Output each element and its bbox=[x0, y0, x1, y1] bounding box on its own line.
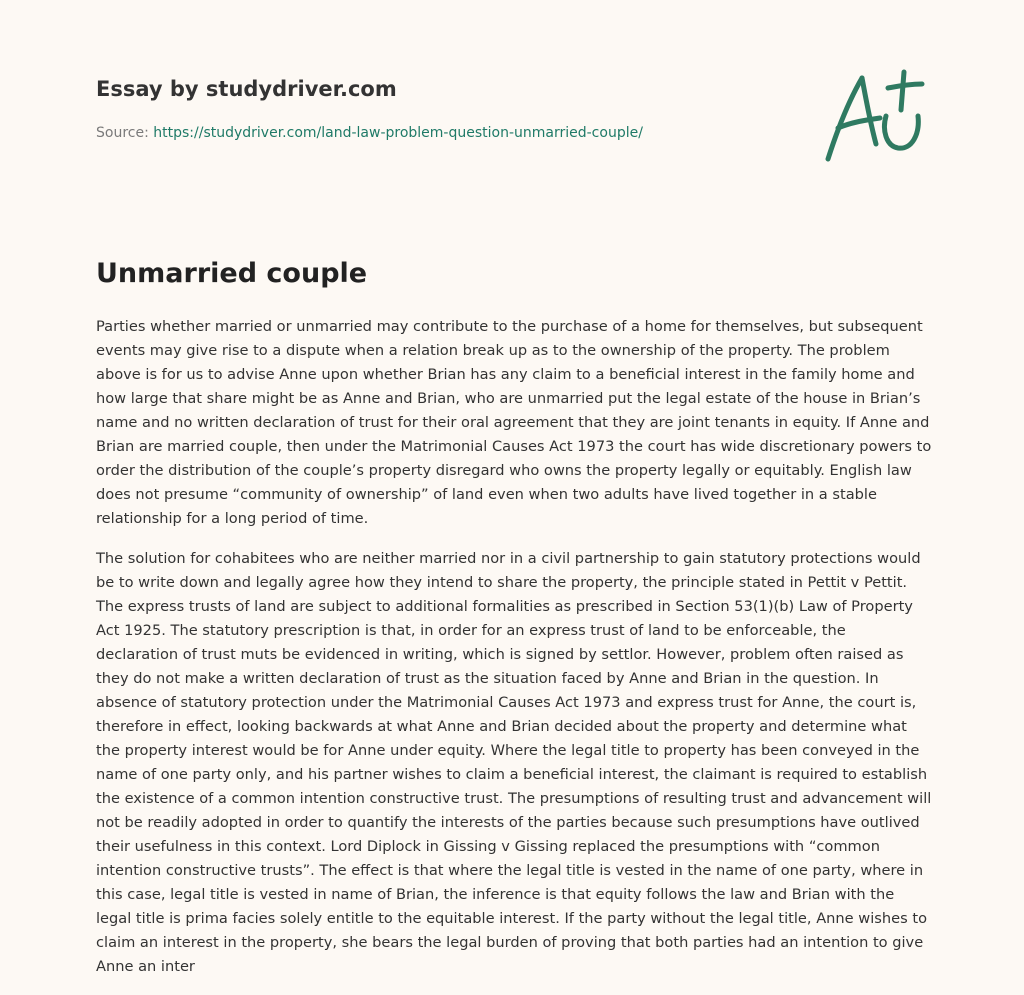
a-plus-grade-icon bbox=[820, 64, 930, 164]
essay-header bbox=[96, 74, 796, 143]
source-link[interactable]: https://studydriver.com/land-law-problem-question-unmarried-couple/ bbox=[153, 125, 643, 141]
source-label: Source: bbox=[96, 125, 154, 141]
essay-title: Unmarried couple bbox=[96, 258, 368, 289]
essay-paragraph: The solution for cohabitees who are neither married nor in a civil partnership to gain statutory protections would be to write down and legally agree how they intend to share the property, the principle stated in Pettit v Pettit. The express trusts of land are subject to additional formalities as prescribed in Section 53(1)(b) Law of Property Act 1925. The statutory prescription is that, in order for an express trust of land to be enforceable, the declaration of trust muts be evidenced in writing, which is signed by settlor. However, problem often raised as they do not make a written declaration of trust as the situation faced by Anne and Brian in the question. In absence of statutory protection under the Matrimonial Causes Act 1973 and express trust for Anne, the court is, therefore in effect, looking backwards at what Anne and Brian decided about the property and determine what the property interest would be for Anne under equity. Where the legal title to property has been conveyed in the name of one party only, and his partner wishes to claim a beneficial interest, the claimant is required to establish the existence of a common intention constructive trust. The presumptions of resulting trust and advancement will not be readily adopted in order to quantify the interests of the parties because such presumptions have outlived their usefulness in this context. Lord Diplock in Gissing v Gissing replaced the presumptions with “common intention constructive trusts”. The effect is that where the legal title is vested in the name of one party, where in this case, legal title is vested in name of Brian, the inference is that equity follows the law and Brian with the legal title is prima facies solely entitle to the equitable interest. If the party without the legal title, Anne wishes to claim an interest in the property, she bears the legal burden of proving that both parties had an intention to give Anne an inter bbox=[96, 550, 932, 975]
brand-title: Essay by studydriver.com bbox=[96, 77, 397, 101]
essay-paragraph: Parties whether married or unmarried may contribute to the purchase of a home for themselves, but subsequent events may give rise to a dispute when a relation break up as to the ownership of the property. The problem above is for us to advise Anne upon whether Brian has any claim to a beneficial interest in the family home and how large that share might be as Anne and Brian, who are unmarried put the legal estate of the house in Brian’s name and no written declaration of trust for their oral agreement that they are joint tenants in equity. If Anne and Brian are married couple, then under the Matrimonial Causes Act 1973 the court has wide discretionary powers to order the distribution of the couple’s property disregard who owns the property legally or equitably. English law does not presume “community of ownership” of land even when two adults have lived together in a stable relationship for a long period of time. bbox=[96, 318, 932, 527]
a-plus-logo-svg bbox=[820, 64, 930, 164]
source-line bbox=[96, 123, 796, 143]
essay-body bbox=[96, 315, 932, 995]
